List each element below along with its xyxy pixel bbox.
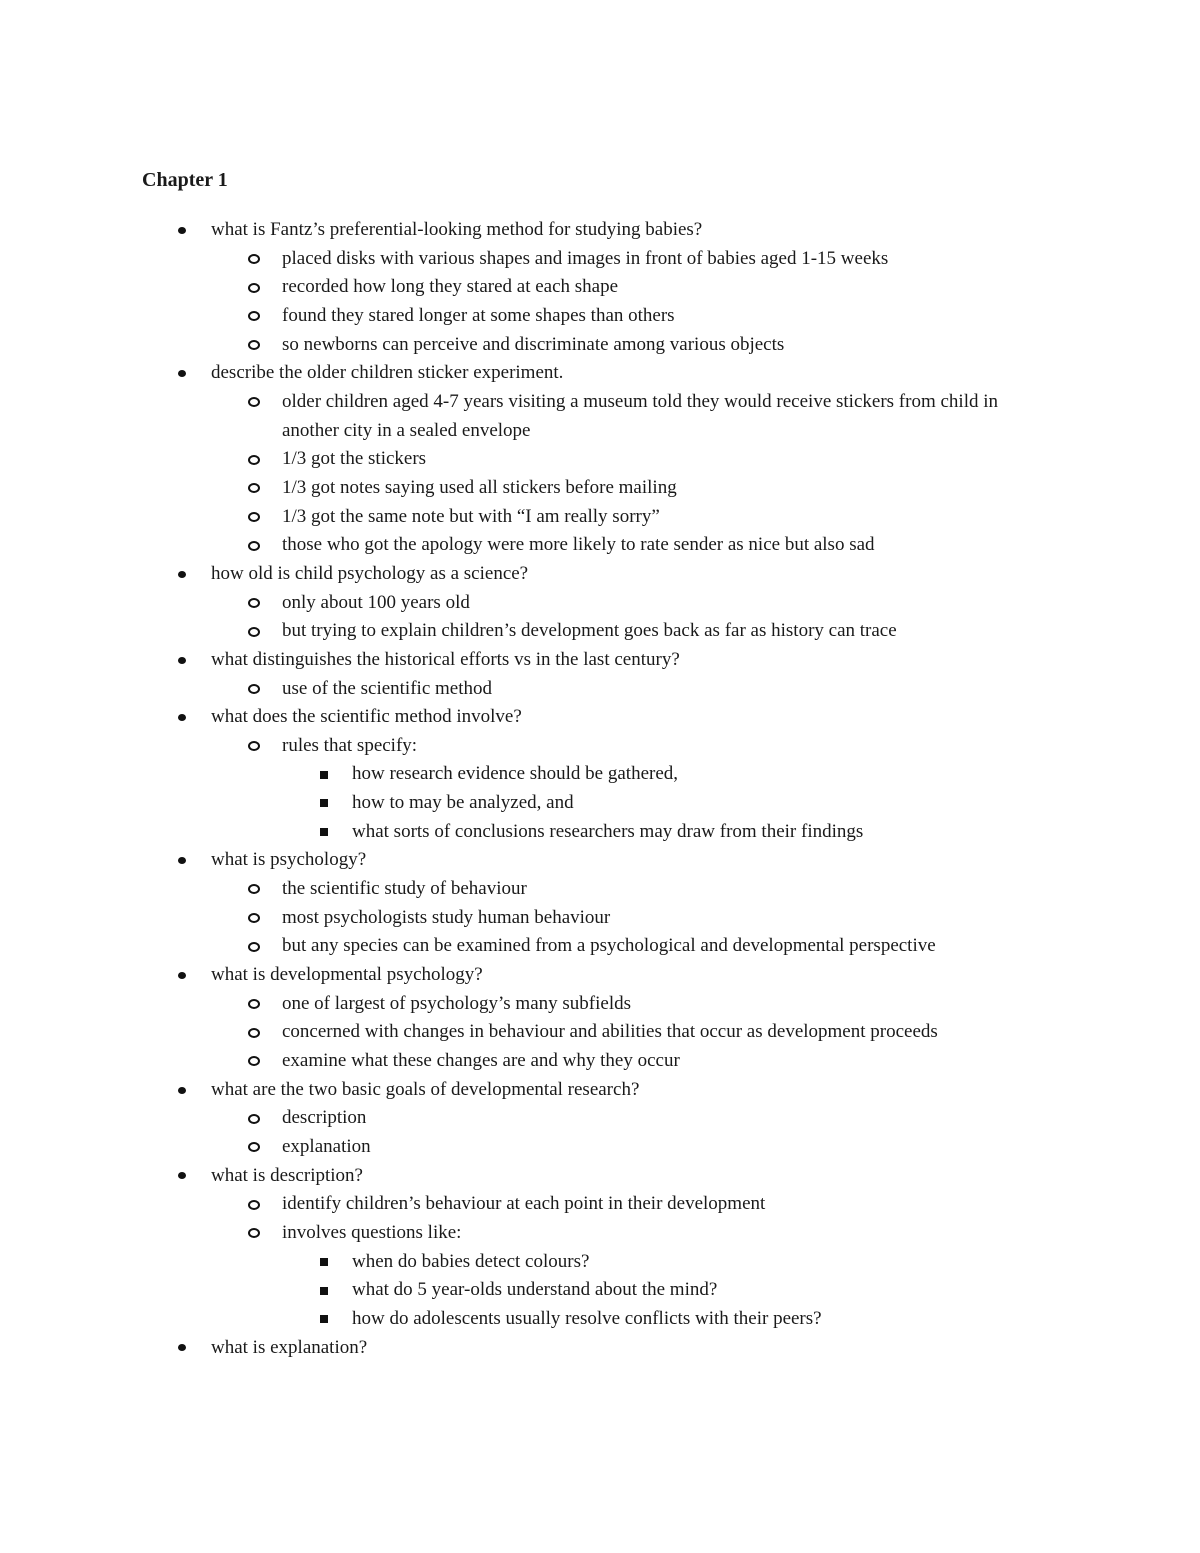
answer-item (0, 1104, 1042, 1133)
bullet-square-icon (316, 1248, 332, 1277)
question-item (0, 703, 1200, 732)
answer-text: involves questions like: (282, 1221, 462, 1243)
question-text: what is psychology? (211, 849, 367, 871)
detail-text: how to may be analyzed, and (352, 792, 574, 814)
bullet-circle-icon (246, 732, 262, 761)
answer-text: the scientific study of behaviour (282, 878, 527, 900)
question-text: what is developmental psychology? (211, 964, 483, 986)
answer-text: found they stared longer at some shapes than others (282, 304, 675, 326)
answer-item (0, 531, 1042, 560)
notes-outline (0, 216, 1200, 1362)
answer-item (0, 732, 1042, 761)
bullet-square-icon (316, 818, 332, 847)
answer-item (0, 589, 1042, 618)
question-item (0, 846, 1200, 875)
answer-item (0, 875, 1042, 904)
answer-item (0, 445, 1042, 474)
answer-text: 1/3 got the stickers (282, 448, 427, 470)
answer-text: identify children’s behaviour at each point in their development (282, 1193, 766, 1215)
answer-item (0, 388, 1042, 445)
detail-item (0, 1276, 1200, 1305)
answer-item (0, 1219, 1042, 1248)
question-item (0, 359, 1200, 388)
answer-item (0, 675, 1042, 704)
bullet-circle-icon (246, 904, 262, 933)
answer-text: recorded how long they stared at each shape (282, 276, 619, 298)
bullet-circle-icon (246, 1047, 262, 1076)
detail-text: what do 5 year-olds understand about the mind? (352, 1279, 718, 1301)
chapter-title: Chapter 1 (142, 169, 228, 191)
detail-item (0, 1305, 1200, 1334)
question-item (0, 560, 1200, 589)
detail-item (0, 760, 1200, 789)
bullet-dot-icon (174, 560, 190, 589)
detail-item (0, 1248, 1200, 1277)
answer-item (0, 503, 1042, 532)
answer-text: but any species can be examined from a psychological and developmental perspective (282, 935, 936, 957)
detail-item (0, 818, 1200, 847)
bullet-circle-icon (246, 932, 262, 961)
question-item (0, 1334, 1200, 1363)
question-text: what is explanation? (211, 1336, 368, 1358)
answer-text: rules that specify: (282, 734, 418, 756)
answer-item (0, 990, 1042, 1019)
bullet-dot-icon (174, 846, 190, 875)
bullet-square-icon (316, 760, 332, 789)
question-item (0, 1162, 1200, 1191)
bullet-circle-icon (246, 1018, 262, 1047)
answer-text: most psychologists study human behaviour (282, 906, 611, 928)
bullet-circle-icon (246, 503, 262, 532)
answer-item (0, 932, 1042, 961)
bullet-dot-icon (174, 1162, 190, 1191)
question-text: what are the two basic goals of developmental research? (211, 1078, 640, 1100)
answer-text: older children aged 4-7 years visiting a museum told they would receive stickers from child in another city in a sealed envelope (282, 390, 998, 441)
bullet-square-icon (316, 1276, 332, 1305)
answer-item (0, 302, 1042, 331)
question-text: what is description? (211, 1164, 363, 1186)
bullet-circle-icon (246, 388, 262, 417)
question-text: describe the older children sticker experiment. (211, 362, 564, 384)
answer-item (0, 245, 1042, 274)
bullet-square-icon (316, 1305, 332, 1334)
bullet-circle-icon (246, 617, 262, 646)
answer-text: those who got the apology were more likely to rate sender as nice but also sad (282, 534, 875, 556)
bullet-dot-icon (174, 216, 190, 245)
bullet-dot-icon (174, 1076, 190, 1105)
answer-text: use of the scientific method (282, 677, 492, 699)
answer-text: concerned with changes in behaviour and abilities that occur as development proceeds (282, 1021, 938, 1043)
bullet-circle-icon (246, 1219, 262, 1248)
question-text: what is Fantz’s preferential-looking method for studying babies? (211, 219, 703, 240)
answer-text: description (282, 1107, 367, 1129)
answer-item (0, 1047, 1042, 1076)
bullet-circle-icon (246, 990, 262, 1019)
answer-text: examine what these changes are and why they occur (282, 1050, 680, 1072)
answer-text: 1/3 got the same note but with “I am really sorry” (282, 505, 660, 527)
bullet-dot-icon (174, 961, 190, 990)
answer-text: 1/3 got notes saying used all stickers before mailing (282, 476, 677, 498)
bullet-circle-icon (246, 1190, 262, 1219)
bullet-circle-icon (246, 245, 262, 274)
bullet-circle-icon (246, 302, 262, 331)
answer-item (0, 474, 1042, 503)
answer-item (0, 273, 1042, 302)
answer-item (0, 904, 1042, 933)
answer-text: so newborns can perceive and discriminate among various objects (282, 333, 785, 355)
answer-item (0, 1133, 1042, 1162)
answer-item (0, 1018, 1042, 1047)
answer-item (0, 1190, 1042, 1219)
bullet-circle-icon (246, 875, 262, 904)
detail-text: what sorts of conclusions researchers may draw from their findings (352, 820, 864, 842)
detail-text: when do babies detect colours? (352, 1250, 590, 1272)
detail-text: how do adolescents usually resolve conflicts with their peers? (352, 1307, 822, 1329)
answer-text: one of largest of psychology’s many subfields (282, 992, 631, 1014)
bullet-circle-icon (246, 1133, 262, 1162)
bullet-circle-icon (246, 1104, 262, 1133)
bullet-circle-icon (246, 589, 262, 618)
bullet-circle-icon (246, 474, 262, 503)
bullet-square-icon (316, 789, 332, 818)
bullet-circle-icon (246, 531, 262, 560)
question-item (0, 646, 1200, 675)
question-item (0, 216, 1200, 245)
question-text: how old is child psychology as a science? (211, 562, 529, 584)
bullet-circle-icon (246, 273, 262, 302)
bullet-dot-icon (174, 646, 190, 675)
bullet-circle-icon (246, 331, 262, 360)
answer-text: only about 100 years old (282, 591, 470, 613)
question-item (0, 961, 1200, 990)
bullet-dot-icon (174, 1334, 190, 1363)
bullet-dot-icon (174, 359, 190, 388)
bullet-circle-icon (246, 675, 262, 704)
detail-item (0, 789, 1200, 818)
answer-text: but trying to explain children’s development goes back as far as history can trace (282, 620, 897, 642)
question-item (0, 1076, 1200, 1105)
answer-text: explanation (282, 1136, 371, 1157)
answer-item (0, 331, 1042, 360)
answer-text: placed disks with various shapes and images in front of babies aged 1-15 weeks (282, 247, 889, 269)
answer-item (0, 617, 1042, 646)
question-text: what does the scientific method involve? (211, 706, 522, 728)
question-text: what distinguishes the historical efforts vs in the last century? (211, 648, 680, 670)
detail-text: how research evidence should be gathered, (352, 763, 679, 785)
bullet-dot-icon (174, 703, 190, 732)
bullet-circle-icon (246, 445, 262, 474)
